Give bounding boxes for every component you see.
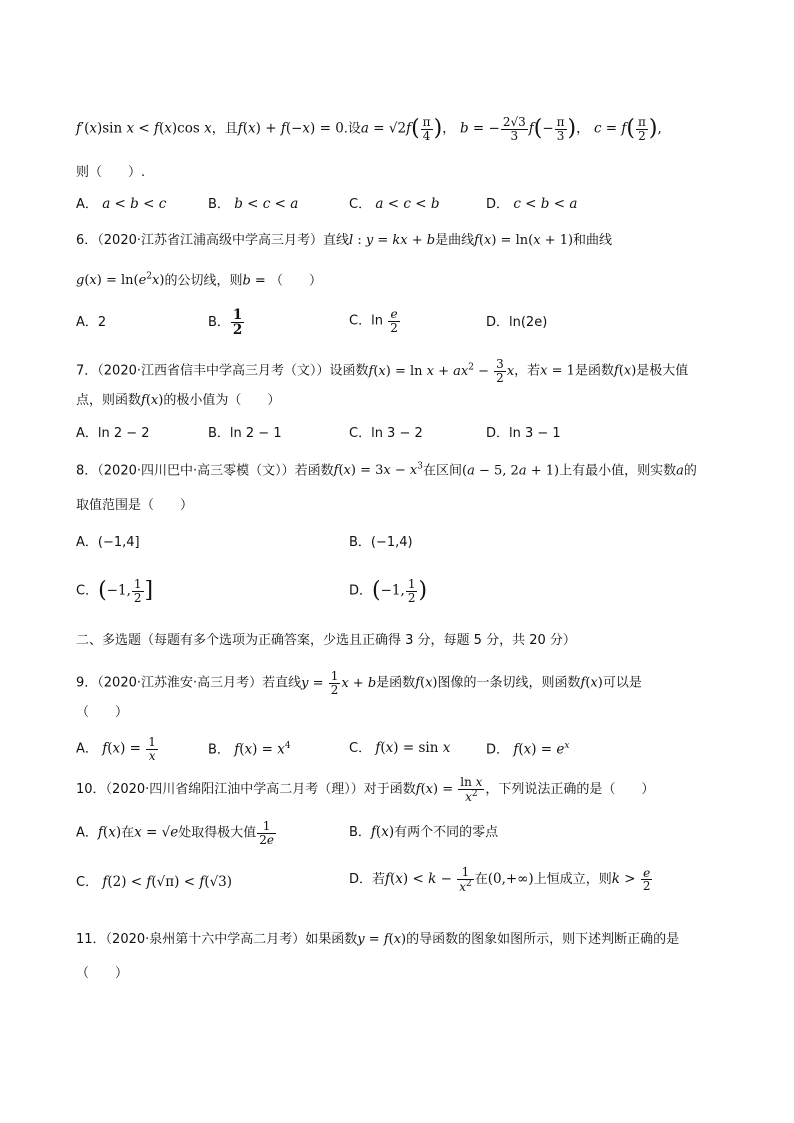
text-and: ，且 (211, 121, 238, 137)
frac-numerator: 1 (232, 307, 243, 323)
q9-blank: （ ） (76, 705, 129, 720)
q9-option-d[interactable]: D． $f(x) = e^x$ (486, 741, 570, 758)
stem-text: 是极大值 (636, 363, 689, 379)
stem-text: 直线 (323, 233, 350, 248)
q6-stem-line1: 6．（2020·江苏省江浦高级中学高三月考）直线l : y = kx + b是曲线f(x) = ln(x + 1)和曲线 (76, 233, 613, 248)
q10-option-a[interactable]: A．f(x)在x = √e处取得极大值 $\frac{1}{2e}$ (76, 819, 274, 847)
q7-stem-line1: 7．（2020·江西省信丰中学高三月考（文））设函数$f(x) = \ln x + ax^2$ − $\frac{3}{2}$ x，若x = 1是函数f(x)是极大值 (76, 357, 689, 385)
question-number: 6． (76, 233, 98, 248)
question-number: 9． (76, 675, 98, 691)
stem-text: ，若 (514, 363, 541, 379)
stem-text: 是曲线 (435, 233, 475, 248)
q11-blank: （ ） (76, 966, 129, 981)
q10-stem: 10．（2020·四川省绵阳江油中学高二月考（理））对于函数f(x) = $\frac{\text{ln x}}{x^2}$ ，下列说法正确的是（ ） (76, 775, 655, 804)
sep: ， (576, 120, 590, 137)
opt-label: A． (76, 197, 98, 212)
stem-text: 在 (474, 872, 488, 888)
q6-option-d[interactable]: D．ln(2e) (486, 315, 548, 330)
question-number: 8． (76, 463, 98, 479)
stem-text: 的导函数的图象如图所示，则下述判断正确的是 (406, 932, 680, 947)
q5-option-d[interactable]: D． c < b < a (486, 196, 578, 212)
opt-label: A． (76, 741, 98, 757)
opt-label: B． (208, 315, 230, 331)
stem-text: 的 (683, 463, 697, 479)
stem-text: 的公切线，则 (164, 273, 243, 289)
stem-text: 处取得极大值 (178, 825, 257, 841)
question-source: （2020·泉州第十六中学高二月考） (105, 932, 306, 947)
q5-option-b[interactable]: B． b < c < a (208, 196, 299, 212)
q6-option-a[interactable]: A．2 (76, 315, 107, 330)
q5-option-c[interactable]: C． a < c < b (349, 196, 440, 212)
question-source: （2020·江西省信丰中学高三月考（文）） (97, 363, 330, 379)
stem-text: 图像的一条切线，则函数 (437, 675, 581, 691)
text-set: .设 (343, 121, 361, 137)
stem-text: 有两个不同的零点 (394, 825, 499, 840)
q8-option-d[interactable]: D．(−1, $\frac{1}{2}$ ) (349, 577, 428, 605)
opt-label: D．若 (349, 872, 386, 888)
opt-label: A． (76, 825, 98, 841)
stem-text: 设函数 (329, 363, 369, 379)
question-source: （2020·江苏淮安·高三月考） (97, 675, 263, 691)
stem-text: 对于函数 (363, 782, 416, 798)
opt-label: C．ln (349, 313, 383, 329)
q8-option-a[interactable]: A．(−1,4] (76, 535, 140, 550)
stem-text: 在 (121, 825, 135, 841)
opt-label: D． (486, 197, 510, 212)
opt-label: B． (208, 742, 230, 758)
stem-text: 若函数 (294, 463, 334, 479)
stem-text: 若直线 (262, 675, 302, 691)
opt-label: C． (76, 583, 99, 599)
q9-option-c[interactable]: C． f(x) = sin x (349, 740, 451, 756)
sep: ， (442, 120, 456, 137)
q9-option-b[interactable]: B． $f(x) = x^4$ (208, 741, 291, 758)
stem-text: 可以是 (602, 675, 642, 691)
question-number: 11． (76, 932, 106, 947)
opt-label: C． (76, 875, 99, 890)
q8-option-b[interactable]: B．(−1,4) (349, 535, 413, 550)
q7-option-d[interactable]: D．ln 3 − 1 (486, 426, 561, 441)
question-number: 7． (76, 363, 98, 379)
stem-text: 是函数 (376, 675, 416, 691)
q8-option-c[interactable]: C．(−1, $\frac{1}{2}$ ] (76, 577, 154, 605)
opt-label: D． (486, 742, 510, 758)
question-source: （2020·江苏省江浦高级中学高三月考） (97, 233, 323, 248)
q9-option-a[interactable]: A． f(x) = $\frac{1}{x}$ (76, 735, 156, 763)
q8-stem-line1: 8．（2020·四川巴中·高三零模（文））若函数$f(x) = 3x - x^3$在区间(a − 5, 2a + 1)上有最小值，则实数a的 (76, 462, 697, 479)
stem-text: 在区间 (422, 463, 462, 479)
opt-label: C． (349, 197, 372, 212)
q5-option-a[interactable]: A． a < b < c (76, 196, 167, 212)
q8-stem-line2: 取值范围是（ ） (76, 498, 194, 513)
answer-blank: （ ） (269, 273, 322, 289)
section-2-title: 二、多选题（每题有多个选项为正确答案，少选且正确得 3 分，每题 5 分，共 20 分） (76, 633, 576, 648)
q10-option-d[interactable]: D．若f(x) < k − $\frac{1}{x^2}$ 在(0,+∞)上恒成立，则k > $\frac{e}{2}$ (349, 865, 651, 894)
question-source: （2020·四川巴中·高三零模（文）） (97, 463, 295, 479)
q10-option-b[interactable]: B．f(x)有两个不同的零点 (349, 824, 499, 840)
stem-text: 点，则函数 (76, 393, 142, 408)
q6-option-b[interactable]: B． $\frac{1}{2}$ (208, 307, 243, 339)
stem-text: 的极小值为（ ） (163, 393, 281, 408)
stem-text: 上恒成立，则 (533, 872, 612, 888)
stem-text: 如果函数 (305, 932, 358, 947)
q6-option-c[interactable]: C．ln $\frac{e}{2}$ (349, 307, 398, 335)
stem-text: 是函数 (574, 363, 614, 379)
question-number: 10． (76, 782, 106, 798)
q7-option-a[interactable]: A．ln 2 − 2 (76, 426, 150, 441)
q5-condition-line: f′(x)sin x < f(x)cos x，且f(x) + f(−x) = 0.设a = √2f( $\frac{\pi}{4}$ )， b = − $\frac{2√3}{3}$ f(− $\frac{\pi}{3}$ )， c = f( $\frac{\pi}{2}$ ), (76, 115, 662, 143)
stem-text: 上有最小值，则实数 (559, 463, 677, 479)
q7-stem-line2: 点，则函数f(x)的极小值为（ ） (76, 393, 281, 408)
q10-option-c[interactable]: C． f(2) < f(√π) < f(√3) (76, 874, 233, 890)
opt-label: B． (208, 197, 230, 212)
q5-then-line: 则（ ）. (76, 165, 146, 180)
opt-label: D． (349, 583, 373, 599)
q9-stem-line1: 9．（2020·江苏淮安·高三月考）若直线y = $\frac{1}{2}$ x + b是函数f(x)图像的一条切线，则函数f(x)可以是 (76, 669, 642, 697)
question-source: （2020·四川省绵阳江油中学高二月考（理）） (105, 782, 364, 798)
stem-text: ，下列说法正确的是（ ） (485, 782, 655, 798)
q6-stem-line2: $g(x) = \ln(e^2x)$的公切线，则b = （ ） (76, 272, 322, 289)
q11-stem-line1: 11．（2020·泉州第十六中学高二月考）如果函数y = f(x)的导函数的图象如图所示，则下述判断正确的是 (76, 932, 680, 947)
opt-label: B． (349, 825, 371, 840)
stem-text: 和曲线 (573, 233, 613, 248)
q7-option-c[interactable]: C．ln 3 − 2 (349, 426, 423, 441)
q7-option-b[interactable]: B．ln 2 − 1 (208, 426, 282, 441)
opt-label: C． (349, 741, 372, 756)
